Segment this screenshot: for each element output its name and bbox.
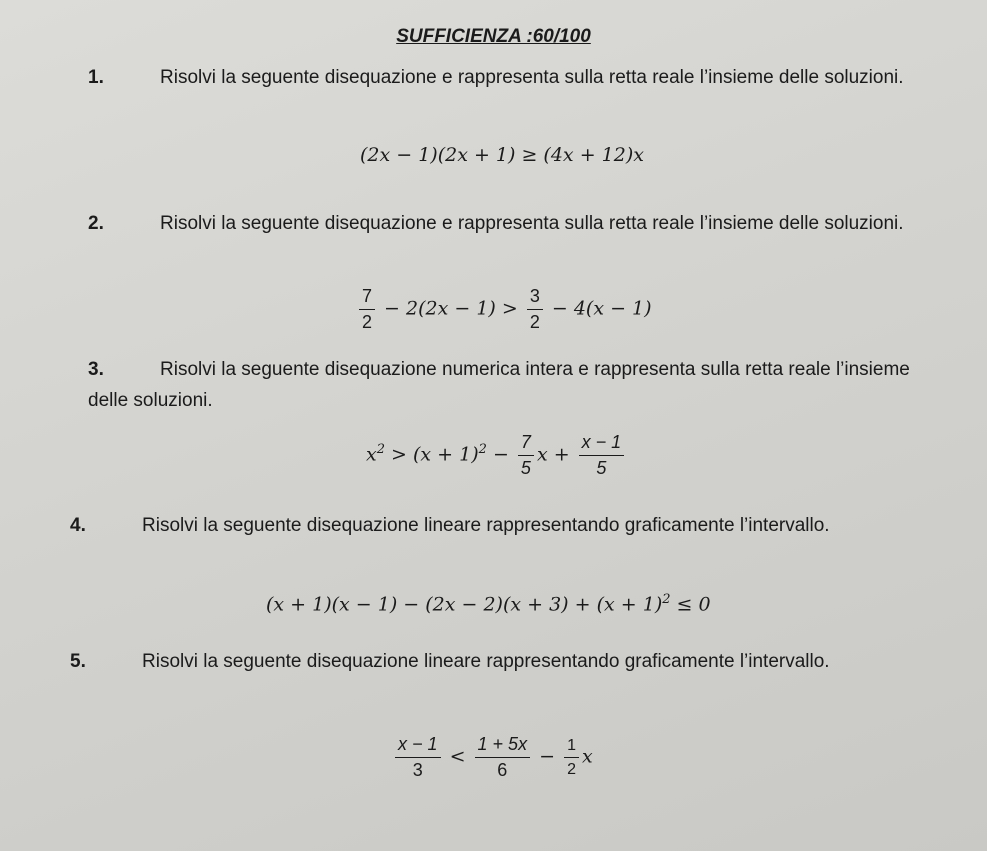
exercise-1-number: 1. (88, 67, 104, 88)
exercise-3-mid: x + (536, 443, 576, 466)
exercise-2 (88, 208, 948, 239)
exercise-5-fraction-3 (564, 736, 579, 779)
exercise-5-formula (392, 734, 593, 781)
fraction-denominator: 5 (518, 455, 534, 479)
fraction-numerator: 3 (529, 286, 540, 306)
exercise-2-tail: − 4(x − 1) (545, 297, 652, 320)
exercise-5-number: 5. (70, 651, 86, 672)
exercise-5-rel: < (443, 745, 472, 768)
exercise-1-prompt: Risolvi la seguente disequazione e rappresenta sulla retta reale l’insieme delle soluzioni. (160, 67, 904, 88)
exercise-5-text (70, 646, 930, 677)
exercise-4-formula (266, 592, 711, 615)
page-title (0, 26, 987, 48)
exercise-5 (70, 646, 930, 677)
fraction-numerator: x − 1 (398, 734, 438, 754)
exercise-3-fraction-1 (518, 432, 534, 479)
exercise-3-text (88, 354, 948, 416)
exercise-3-rel: > (x + 1) (385, 443, 479, 466)
exercise-4 (70, 510, 930, 541)
exercise-2-fraction-1 (359, 286, 375, 333)
exercise-5-minus: − (533, 745, 562, 768)
exercise-3-lhs: x (366, 443, 377, 466)
fraction-denominator: 2 (527, 309, 543, 333)
fraction-denominator: 5 (579, 455, 625, 479)
exercise-4-text (70, 510, 930, 541)
exercise-1-formula: (2x − 1)(2x + 1) ≥ (4x + 12)x (360, 144, 644, 166)
fraction-numerator: x − 1 (581, 432, 622, 452)
fraction-numerator: 7 (362, 286, 373, 306)
exercise-5-fraction-1 (395, 734, 441, 781)
exercise-5-fraction-2 (475, 734, 531, 781)
exercise-4-tail: ≤ 0 (670, 593, 711, 616)
exercise-3-fraction-2 (579, 432, 625, 479)
exercise-4-main: (x + 1)(x − 1) − (2x − 2)(x + 3) + (x + 1) (266, 593, 663, 616)
exercise-3-prompt: Risolvi la seguente disequazione numerica intera e rappresenta sulla retta reale l’insieme delle soluzioni. (88, 359, 910, 411)
exercise-3-rel-exponent: 2 (478, 442, 487, 458)
exercise-4-number: 4. (70, 515, 86, 536)
fraction-denominator: 2 (359, 309, 375, 333)
exercise-3-minus: − (486, 443, 515, 466)
exercise-4-prompt: Risolvi la seguente disequazione lineare rappresentando graficamente l’intervallo. (142, 515, 830, 536)
fraction-denominator: 3 (395, 757, 441, 781)
exercise-2-middle: − 2(2x − 1) > (378, 297, 524, 320)
exercise-3-lhs-exponent: 2 (376, 442, 385, 458)
exercise-2-fraction-2 (527, 286, 543, 333)
exercise-2-prompt: Risolvi la seguente disequazione e rappresenta sulla retta reale l’insieme delle soluzioni. (160, 213, 904, 234)
page-title-text: SUFFICIENZA :60/100 (396, 26, 591, 47)
fraction-numerator: 1 + 5x (477, 734, 528, 754)
fraction-numerator: 1 (567, 737, 576, 754)
exercise-5-prompt: Risolvi la seguente disequazione lineare rappresentando graficamente l’intervallo. (142, 651, 830, 672)
exercise-3-formula (366, 432, 627, 479)
exercise-4-exponent: 2 (662, 592, 671, 607)
exercise-1 (88, 62, 948, 93)
exercise-2-number: 2. (88, 213, 104, 234)
exercise-3-number: 3. (88, 359, 104, 380)
fraction-numerator: 7 (520, 432, 531, 452)
fraction-denominator: 6 (475, 757, 531, 781)
exercise-3 (88, 354, 948, 416)
exercise-5-tail: x (581, 745, 593, 768)
exercise-2-text (88, 208, 948, 239)
exercise-2-formula (356, 286, 652, 333)
exercise-1-text (88, 62, 948, 93)
fraction-denominator: 2 (564, 757, 579, 779)
